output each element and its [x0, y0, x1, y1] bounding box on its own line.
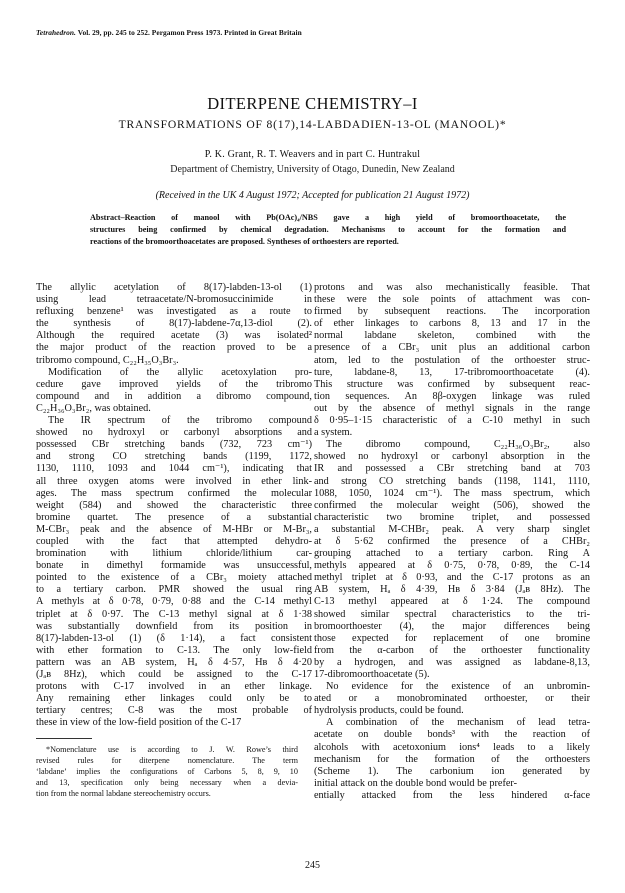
text-line: firmed by subsequent reactions. The incorporation: [314, 306, 590, 318]
article-title: DITERPENE CHEMISTRY–I: [207, 94, 418, 113]
text-line: pattern was an AB system, Hₐ δ 4·57, Hʙ δ 4·20: [36, 656, 312, 668]
text-line: tertiary centres; C-8 was the most probable of: [36, 705, 312, 717]
text-line: bromination with lithium chloride/lithium car-: [36, 548, 312, 560]
text-line: This structure was confirmed by subsequent reac-: [314, 378, 590, 390]
text-line: out by the absence of methyl signals in the range: [314, 402, 590, 414]
author-list: P. K. Grant, R. T. Weavers and in part C. Huntrakul: [204, 149, 421, 160]
text-line: protons and was also mechanistically feasible. That: [314, 282, 590, 293]
text-line: δ 0·95–1·15 characteristic of a C-10 methyl in such: [314, 415, 590, 427]
text-line: and strong CO stretching bands (1199, 1172,: [36, 451, 312, 463]
text-line: protons with C-17 involved in an ether linkage.: [36, 681, 312, 693]
text-line: a substantial M-CHBr₂ peak. A very sharp singlet: [314, 523, 590, 535]
text-line: (Jₐʙ 8Hz), which could be assigned to the C-17: [36, 669, 312, 680]
text-line: IR and possessed a CBr stretching band at 703: [314, 463, 590, 475]
text-line: cedure gave improved yields of the tribromo: [36, 378, 312, 390]
text-line: the major product of the reaction proved to be a: [36, 342, 312, 354]
text-line: normal labdane skeleton, combined with the: [314, 330, 590, 342]
text-line: (Scheme 1). The carbonium ion generated by: [314, 765, 590, 777]
text-line: those expected for replacement of one bromine: [314, 632, 590, 644]
text-line: showed no hydroxyl or carbonyl absorption in the: [314, 451, 590, 463]
text-line: using lead tetraacetate/N-bromosuccinimide in: [36, 294, 312, 306]
journal-name: Tetrahedron.: [36, 28, 76, 37]
text-line: Although the required acetate (3) was isolated²: [36, 330, 312, 342]
abstract-line: [90, 213, 566, 225]
text-line: A methyls at δ 0·78, 0·79, 0·88 and the C-14 methyl: [36, 596, 312, 608]
left-column: [36, 282, 312, 729]
text-line: characteristic two bromine triplet, and possessed: [314, 511, 590, 523]
footnote-line: *Nomenclature use is according to J. W. Rowe’s third: [46, 745, 298, 754]
text-line: tion sequences. An 8β-oxygen linkage was ruled: [314, 390, 590, 402]
text-line: from the α-carbon of the orthoester functionality: [314, 644, 590, 656]
text-line: ated or a monobrominated orthoester, or their: [314, 693, 590, 705]
text-line: AB system, Hₐ δ 4·39, Hʙ δ 3·84 (Jₐʙ 8Hz). The: [314, 584, 590, 596]
text-line: bromine quartet. The presence of a substantial: [36, 511, 312, 523]
text-line: 8(17)-labden-13-ol (1) (δ 1·14), a fact consistent: [36, 632, 312, 644]
text-line: possessed CBr stretching bands (732, 723 cm⁻¹): [36, 439, 312, 451]
right-column: [314, 282, 590, 802]
running-head: [36, 28, 302, 37]
text-line: ages. The mass spectrum confirmed the molecular: [36, 487, 312, 499]
text-line: bromoorthoester (4), the major differences being: [314, 620, 590, 632]
text-line: these were the sole points of attachment was con-: [314, 294, 590, 306]
abstract-line: structures being confirmed by chemical degradation. Mechanisms to account for the formation and: [90, 225, 566, 235]
text-line: and strong CO stretching bands (1198, 1141, 1110,: [314, 475, 590, 487]
text-line: bonate in dimethyl formamide was unsuccessful,: [36, 560, 312, 572]
article-subtitle: TRANSFORMATIONS OF 8(17),14-LABDADIEN-13-OL (MANOOL)*: [118, 118, 507, 131]
text-line: The IR spectrum of the tribromo compound: [48, 415, 312, 427]
text-line: atom, led to the postulation of the orthoester struc-: [314, 354, 590, 366]
text-line: 17-dibromoorthoacetate (5).: [314, 669, 430, 680]
text-line: Modification of the allylic acetoxylation pro-: [48, 366, 312, 378]
footnote: [36, 745, 298, 799]
received-dates: (Received in the UK 4 August 1972; Accepted for publication 21 August 1972): [155, 190, 470, 201]
text-line: a system.: [314, 427, 353, 439]
text-line: 1088, 1050, 1024 cm⁻¹). The mass spectrum, which: [314, 487, 590, 499]
footnote-line: revised rules for diterpene nomenclature. The term: [36, 755, 298, 765]
text-line: C₂₂H₃₆O₃Br₂, was obtained.: [36, 402, 151, 414]
page-number: 245: [305, 860, 320, 871]
journal-details: Vol. 29, pp. 245 to 252. Pergamon Press 1973. Printed in Great Britain: [77, 28, 302, 37]
text-line: triplet at δ 0·97. The C-13 methyl signal at δ 1·38: [36, 608, 312, 620]
abstract: [90, 213, 566, 249]
text-line: The dibromo compound, C₂₂H₃₆O₃Br₂, also: [326, 439, 590, 451]
footnote-rule: [36, 738, 92, 739]
text-line: M-CBr₃ peak and the absence of M-HBr or M-Br₃,: [36, 523, 312, 535]
abstract-line: reactions of the bromoorthoacetates are proposed. Syntheses of orthoesters are reported.: [90, 237, 399, 247]
text-line: coupled with the fact that attempted dehydro-: [36, 535, 312, 547]
text-line: weight (584) and showed the characteristic three: [36, 499, 312, 511]
abstract-lead: Abstract: [90, 213, 121, 222]
text-line: with ether formation to C-13. The only low-field: [36, 644, 312, 656]
text-line: showed no hydroxyl or carbonyl absorptions and: [36, 427, 312, 439]
footnote-line: ‘labdane’ implies the configurations of Carbons 5, 8, 9, 10: [36, 766, 298, 776]
text-line: entially attacked from the less hindered α-face: [314, 789, 590, 801]
text-line: acetate on double bonds³ with the reaction of: [314, 729, 590, 741]
text-line: The allylic acetylation of 8(17)-labden-13-ol (1): [36, 282, 312, 293]
text-line: all three oxygen atoms were involved in ether link-: [36, 475, 312, 487]
text-line: ture, labdane-8, 13, 17-tribromoorthoacetate (4).: [314, 366, 590, 378]
text-line: compound and in addition a dibromo compound,: [36, 390, 312, 402]
text-line: refluxing benzene¹ was investigated as a route to: [36, 306, 312, 318]
text-line: was substantially downfield from its position in: [36, 620, 312, 632]
text-line: A combination of the mechanism of lead tetra-: [326, 717, 590, 729]
affiliation: Department of Chemistry, University of Otago, Dunedin, New Zealand: [170, 164, 455, 175]
text-line: showed similar spectral characteristics to the tri-: [314, 608, 590, 620]
text-line: hydrolysis products, could be found.: [314, 705, 464, 717]
text-line: Any remaining ether linkages could only be to: [36, 693, 312, 705]
text-line: C-13 methyl appeared at δ 1·24. The compound: [314, 596, 590, 608]
text-line: of ether linkages to carbons 8, 13 and 17 in the: [314, 318, 590, 330]
text-line: 1130, 1110, 1093 and 1044 cm⁻¹), indicating that: [36, 463, 312, 475]
text-line: to a tertiary carbon. PMR showed the usual ring: [36, 584, 312, 596]
text-line: methyl triplet at δ 0·93, and the C-17 protons as an: [314, 572, 590, 584]
text-line: confirmed the molecular weight (506), showed the: [314, 499, 590, 511]
text-line: methyls appeared at δ 0·75, 0·78, 0·89, the C-14: [314, 560, 590, 572]
text-line: initial attack on the double bond would be prefer-: [314, 777, 518, 789]
footnote-line: tion from the normal labdane stereochemistry occurs.: [36, 788, 211, 798]
text-line: grouping attached to a tertiary carbon. Ring A: [314, 548, 590, 560]
text-line: at δ 5·62 confirmed the presence of a CHBr₂: [314, 535, 590, 547]
text-line: No evidence for the existence of an unbromin-: [326, 681, 590, 693]
text-line: presence of a CBr₃ unit plus an additional carbon: [314, 342, 590, 354]
text-line: alcohols with acetoxonium ions⁴ leads to a likely: [314, 741, 590, 753]
text-line: mechanism for the formation of the orthoesters: [314, 753, 590, 765]
footnote-line: and 13, specification only being necessary when a devia-: [36, 777, 298, 787]
text-line: pointed to the existence of a CBr₃ moiety attached: [36, 572, 312, 584]
text-line: the synthesis of 8(17)-labdene-7α,13-diol (2).: [36, 318, 312, 330]
text-line: by a hydrogen, and was assigned as labdane-8,13,: [314, 656, 590, 668]
abstract-text: –Reaction of manool with Pb(OAc)₄/NBS gave a high yield of bromoorthoacetate, the: [120, 213, 566, 222]
text-line: these in view of the low-field position of the C-17: [36, 717, 242, 729]
text-line: tribromo compound, C₂₂H₃₅O₃Br₃.: [36, 354, 179, 366]
